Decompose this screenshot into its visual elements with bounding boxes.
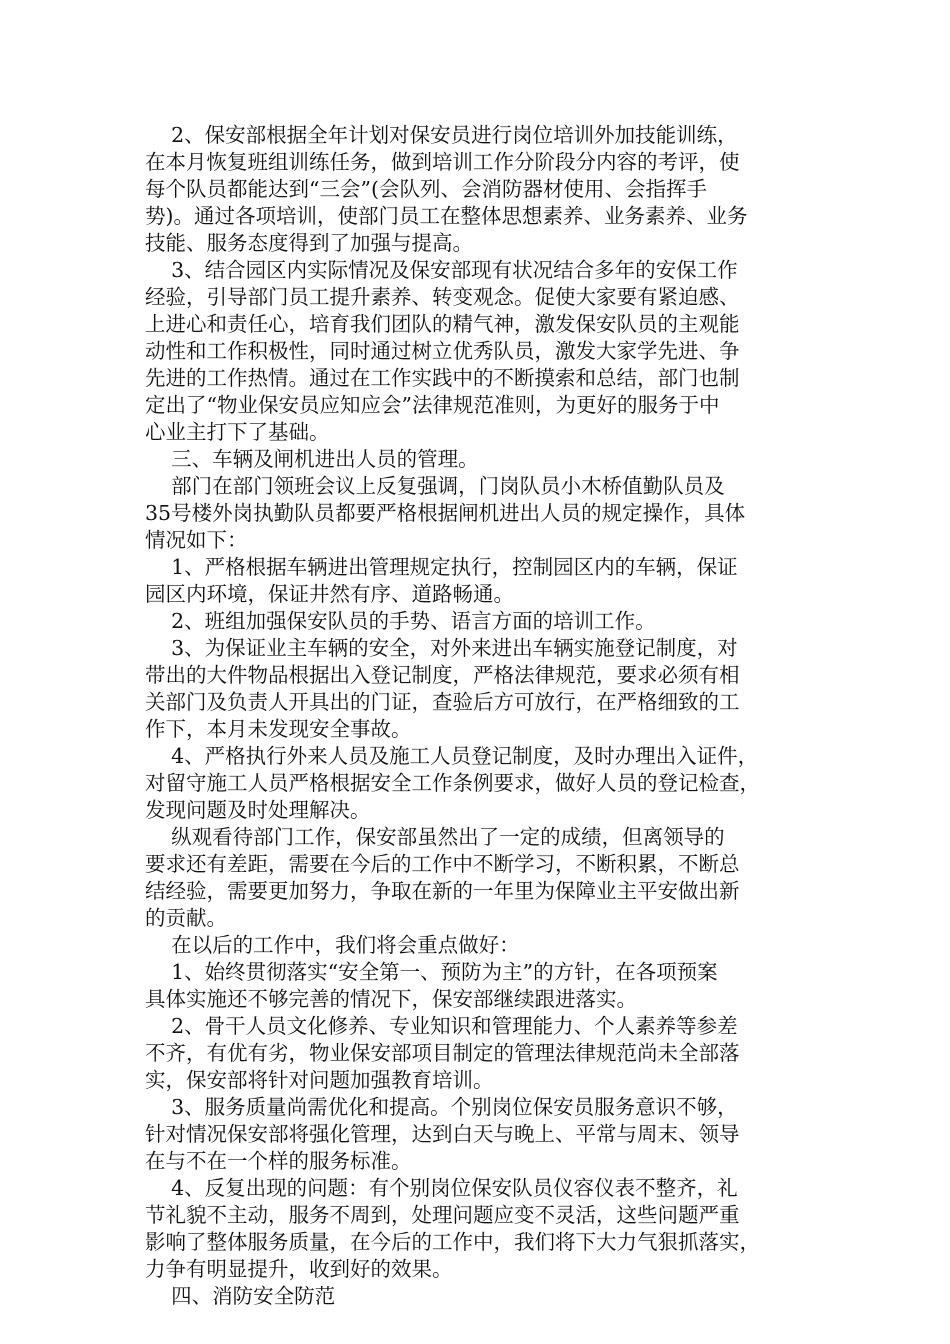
text-line: 3、为保证业主车辆的安全，对外来进出车辆实施登记制度，对 bbox=[145, 636, 738, 660]
text-line: 3、服务质量尚需优化和提高。个别岗位保安员服务意识不够， bbox=[145, 1095, 738, 1119]
text-line: 4、反复出现的问题：有个别岗位保安队员仪容仪表不整齐，礼 bbox=[145, 1176, 738, 1200]
text-line: 关部门及负责人开具出的门证，查验后方可放行，在严格细致的工 bbox=[145, 690, 740, 714]
text-line: 发现问题及时处理解决。 bbox=[145, 798, 371, 822]
text-line: 心业主打下了基础。 bbox=[145, 420, 330, 444]
text-line: 3、结合园区内实际情况及保安部现有状况结合多年的安保工作 bbox=[145, 258, 738, 282]
text-line: 情况如下： bbox=[145, 528, 248, 552]
text-line: 部门在部门领班会议上反复强调，门岗队员小木桥值勤队员及 bbox=[145, 474, 725, 498]
text-line: 先进的工作热情。通过在工作实践中的不断摸索和总结，部门也制 bbox=[145, 366, 740, 390]
text-line: 影响了整体服务质量，在今后的工作中，我们将下大力气狠抓落实， bbox=[145, 1230, 760, 1254]
text-line: 针对情况保安部将强化管理，达到白天与晚上、平常与周末、领导 bbox=[145, 1122, 740, 1146]
text-line: 技能、服务态度得到了加强与提高。 bbox=[145, 231, 473, 255]
text-line: 不齐，有优有劣，物业保安部项目制定的管理法律规范尚未全部落 bbox=[145, 1041, 740, 1065]
text-line: 1、始终贯彻落实“安全第一、预防为主”的方针，在各项预案 bbox=[145, 960, 718, 984]
text-line: 对留守施工人员严格根据安全工作条例要求，做好人员的登记检查， bbox=[145, 771, 760, 795]
text-line: 2、班组加强保安队员的手势、语言方面的培训工作。 bbox=[145, 609, 656, 633]
text-line: 带出的大件物品根据出入登记制度，严格法律规范，要求必须有相 bbox=[145, 663, 740, 687]
text-line: 在以后的工作中，我们将会重点做好： bbox=[145, 933, 520, 957]
text-line: 4、严格执行外来人员及施工人员登记制度，及时办理出入证件， bbox=[145, 744, 759, 768]
document-body bbox=[145, 122, 820, 1310]
text-line: 要求还有差距，需要在今后的工作中不断学习，不断积累，不断总 bbox=[145, 852, 740, 876]
text-line: 纵观看待部门工作，保安部虽然出了一定的成绩，但离领导的 bbox=[145, 825, 725, 849]
text-line: 的贡献。 bbox=[145, 906, 227, 930]
text-line: 三、车辆及闸机进出人员的管理。 bbox=[145, 447, 479, 471]
text-line: 具体实施还不够完善的情况下，保安部继续跟进落实。 bbox=[145, 987, 637, 1011]
text-line: 1、严格根据车辆进出管理规定执行，控制园区内的车辆，保证 bbox=[145, 555, 738, 579]
text-line: 四、消防安全防范 bbox=[145, 1284, 336, 1308]
text-line: 2、骨干人员文化修养、专业知识和管理能力、个人素养等参差 bbox=[145, 1014, 738, 1038]
text-line: 势)。通过各项培训，使部门员工在整体思想素养、业务素养、业务 bbox=[145, 204, 748, 228]
text-line: 2、保安部根据全年计划对保安员进行岗位培训外加技能训练， bbox=[145, 123, 738, 147]
text-line: 结经验，需要更加努力，争取在新的一年里为保障业主平安做出新 bbox=[145, 879, 740, 903]
text-line: 在本月恢复班组训练任务，做到培训工作分阶段分内容的考评，使 bbox=[145, 150, 740, 174]
text-line: 上进心和责任心，培育我们团队的精气神，激发保安队员的主观能 bbox=[145, 312, 740, 336]
text-line: 节礼貌不主动，服务不周到，处理问题应变不灵活，这些问题严重 bbox=[145, 1203, 740, 1227]
text-line: 每个队员都能达到“三会”(会队列、会消防器材使用、会指挥手 bbox=[145, 177, 707, 201]
text-line: 作下，本月未发现安全事故。 bbox=[145, 717, 412, 741]
text-line: 实，保安部将针对问题加强教育培训。 bbox=[145, 1068, 494, 1092]
text-line: 在与不在一个样的服务标准。 bbox=[145, 1149, 412, 1173]
text-line: 动性和工作积极性，同时通过树立优秀队员，激发大家学先进、争 bbox=[145, 339, 740, 363]
text-line: 园区内环境，保证井然有序、道路畅通。 bbox=[145, 582, 514, 606]
text-line: 35号楼外岗执勤队员都要严格根据闸机进出人员的规定操作，具体 bbox=[145, 501, 746, 525]
text-line: 经验，引导部门员工提升素养、转变观念。促使大家要有紧迫感、 bbox=[145, 285, 740, 309]
text-line: 定出了“物业保安员应知应会”法律规范准则，为更好的服务于中 bbox=[145, 393, 720, 417]
text-line: 力争有明显提升，收到好的效果。 bbox=[145, 1257, 453, 1281]
